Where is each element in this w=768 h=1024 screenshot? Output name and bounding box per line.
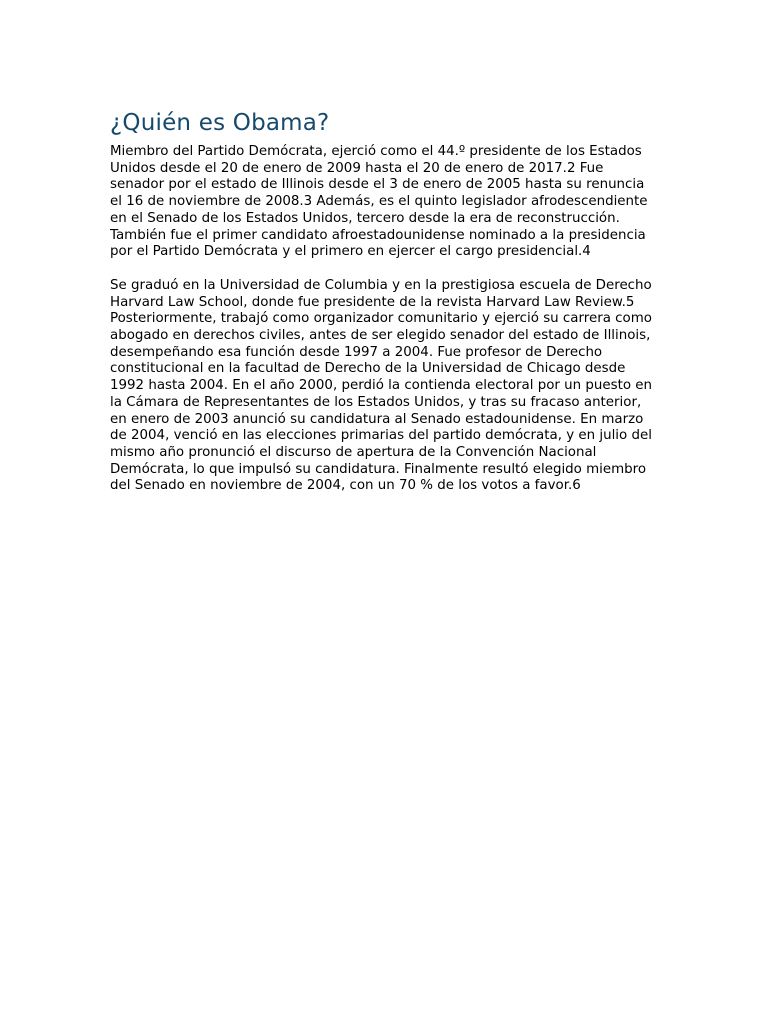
paragraph-1: Miembro del Partido Demócrata, ejerció como el 44.º presidente de los Estados Unidos desde el 20 de enero de 2009 hasta el 20 de enero de 2017.2 Fue senador por el estado de Illinois desde el 3 de enero de 2005 hasta su renuncia el 16 de noviembre de 2008.3 Además, es el quinto legislador afrodescendiente en el Senado de los Estados Unidos, tercero desde la era de reconstrucción. También fue el primer candidato afroestadounidense nominado a la presidencia por el Partido Demócrata y el primero en ejercer el cargo presidencial.4 — [110, 144, 648, 260]
paragraph-2: Se graduó en la Universidad de Columbia y en la prestigiosa escuela de Derecho Harvard Law School, donde fue presidente de la revista Harvard Law Review.5 Posteriormente, trabajó como organizador comunitario y ejerció su carrera como abogado en derechos civiles, antes de ser elegido senador del estado de Illinois, desempeñando esa función desde 1997 a 2004. Fue profesor de Derecho constitucional en la facultad de Derecho de la Universidad de Chicago desde 1992 hasta 2004. En el año 2000, perdió la contienda electoral por un puesto en la Cámara de Representantes de los Estados Unidos, y tras su fracaso anterior, en enero de 2003 anunció su candidatura al Senado estadounidense. En marzo de 2004, venció en las elecciones primarias del partido demócrata, y en julio del mismo año pronunció el discurso de apertura de la Convención Nacional Demócrata, lo que impulsó su candidatura. Finalmente resultó elegido miembro del Senado en noviembre de 2004, con un 70 % de los votos a favor.6 — [110, 277, 653, 494]
document-body — [110, 108, 660, 495]
document-title: ¿Quién es Obama? — [110, 110, 330, 136]
paragraph-spacer — [110, 261, 660, 278]
